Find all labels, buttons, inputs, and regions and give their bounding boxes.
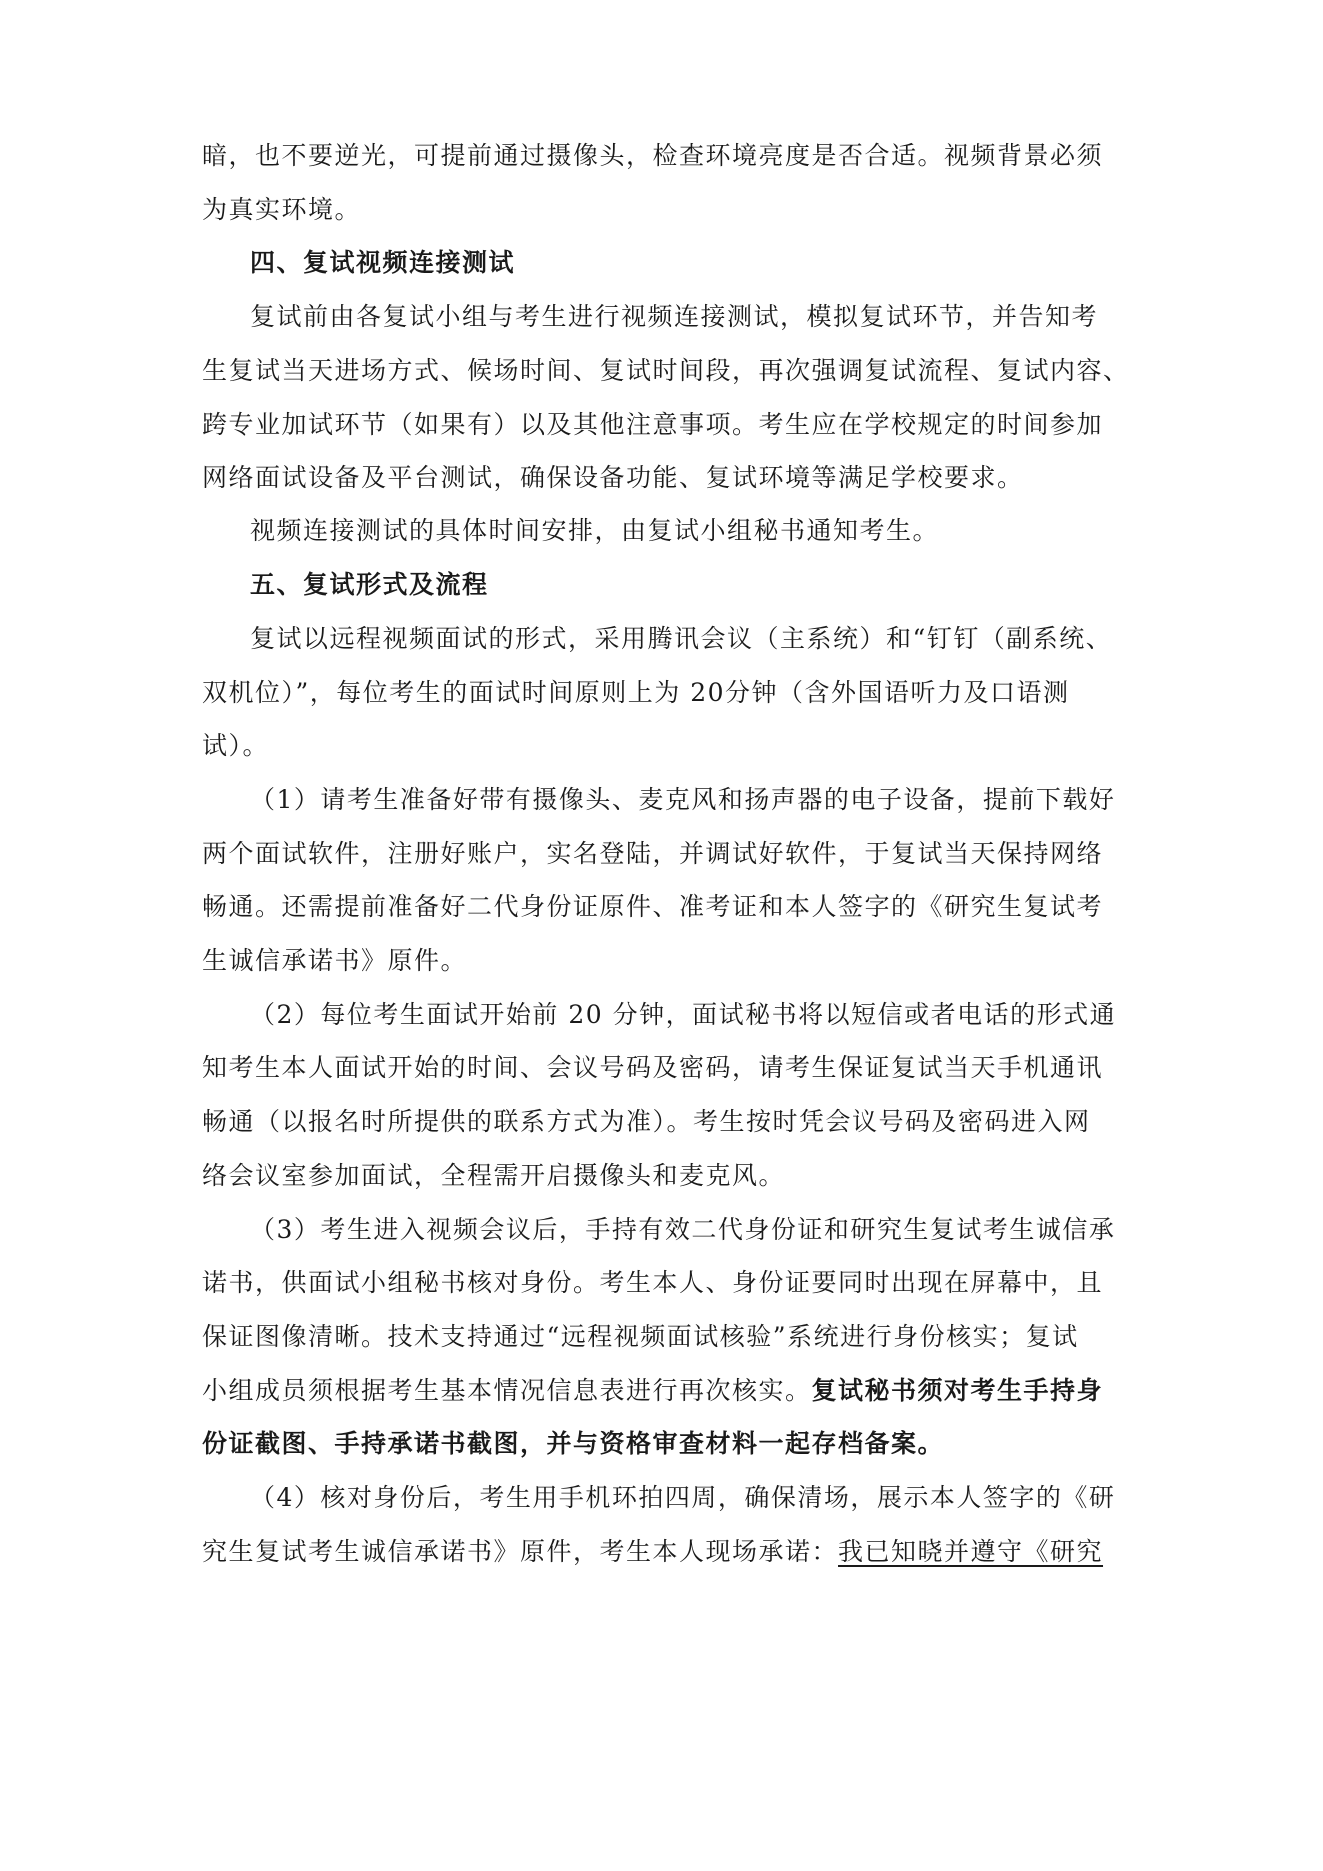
paragraph-line: （1）请考生准备好带有摄像头、麦克风和扬声器的电子设备，提前下载好 — [250, 785, 1116, 814]
paragraph-line: 网络面试设备及平台测试，确保设备功能、复试环境等满足学校要求。 — [202, 463, 1024, 492]
emphasis-text: 复试秘书须对考生手持身 — [811, 1376, 1104, 1405]
paragraph-line: 复试前由各复试小组与考生进行视频连接测试，模拟复试环节，并告知考 — [250, 302, 1099, 331]
paragraph-line: 为真实环境。 — [202, 195, 362, 224]
paragraph-line: 诺书，供面试小组秘书核对身份。考生本人、身份证要同时出现在屏幕中，且 — [202, 1268, 1104, 1297]
section-heading: 五、复试形式及流程 — [250, 570, 489, 599]
paragraph-line: 畅通（以报名时所提供的联系方式为准）。考生按时凭会议号码及密码进入网 — [202, 1107, 1091, 1136]
paragraph-line: 两个面试软件，注册好账户，实名登陆，并调试好软件，于复试当天保持网络 — [202, 839, 1104, 868]
paragraph-line: 试）。 — [202, 731, 270, 760]
paragraph-line: 生复试当天进场方式、候场时间、复试时间段，再次强调复试流程、复试内容、 — [202, 356, 1130, 385]
paragraph-line — [202, 1376, 1103, 1406]
paragraph-line: 畅通。还需提前准备好二代身份证原件、准考证和本人签字的《研究生复试考 — [202, 892, 1104, 921]
underlined-text: 我已知晓并遵守《研究 — [838, 1537, 1104, 1566]
section-heading: 四、复试视频连接测试 — [250, 248, 516, 277]
paragraph-line: 跨专业加试环节（如果有）以及其他注意事项。考生应在学校规定的时间参加 — [202, 410, 1104, 439]
paragraph-line: 络会议室参加面试，全程需开启摄像头和麦克风。 — [202, 1161, 786, 1190]
paragraph-line: 双机位）”，每位考生的面试时间原则上为 20分钟（含外国语听力及口语测 — [202, 678, 1070, 707]
paragraph-line: 生诚信承诺书》原件。 — [202, 946, 468, 975]
paragraph-line: 保证图像清晰。技术支持通过“远程视频面试核验”系统进行身份核实；复试 — [202, 1322, 1079, 1351]
paragraph-line: 知考生本人面试开始的时间、会议号码及密码，请考生保证复试当天手机通讯 — [202, 1053, 1104, 1082]
emphasis-line: 份证截图、手持承诺书截图，并与资格审查材料一起存档备案。 — [202, 1429, 945, 1458]
paragraph-text: 究生复试考生诚信承诺书》原件，考生本人现场承诺： — [202, 1537, 839, 1566]
paragraph-line: 视频连接测试的具体时间安排，由复试小组秘书通知考生。 — [250, 516, 940, 545]
paragraph-text: 小组成员须根据考生基本情况信息表进行再次核实。 — [202, 1376, 812, 1405]
paragraph-line: （3）考生进入视频会议后，手持有效二代身份证和研究生复试考生诚信承 — [250, 1215, 1116, 1244]
paragraph-line: （4）核对身份后，考生用手机环拍四周，确保清场，展示本人签字的《研 — [250, 1483, 1116, 1512]
paragraph-line: 暗，也不要逆光，可提前通过摄像头，检查环境亮度是否合适。视频背景必须 — [202, 141, 1104, 170]
paragraph-line — [202, 1537, 1103, 1567]
paragraph-line: 复试以远程视频面试的形式，采用腾讯会议（主系统）和“钉钉（副系统、 — [250, 624, 1113, 653]
paragraph-line: （2）每位考生面试开始前 20 分钟，面试秘书将以短信或者电话的形式通 — [250, 1000, 1117, 1029]
